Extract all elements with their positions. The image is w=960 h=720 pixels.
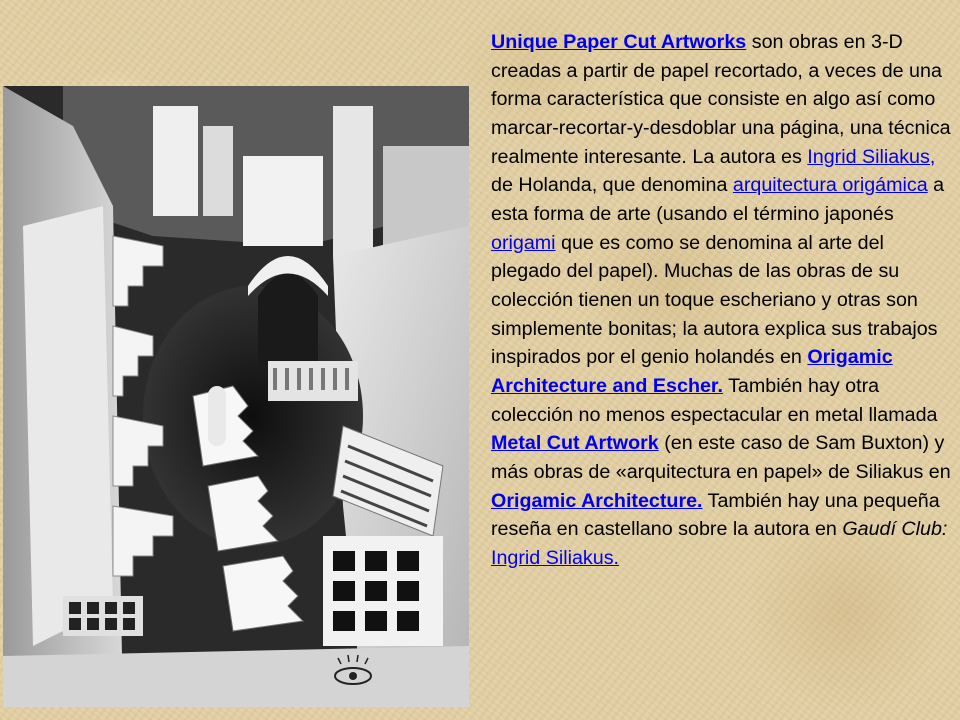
link-origamic-architecture-and-escher[interactable]: Origamic Architecture and Escher.	[491, 346, 893, 397]
article-text-segment: son obras en 3-D creadas a partir de papel recortado, a veces de una forma característica que consiste en algo así como marcar-recortar-y-desdoblar una página, una técnica realmente interesante. La autora es	[491, 31, 951, 168]
article-text-segment: de Holanda, que denomina	[491, 174, 733, 197]
link-ingrid-siliakus-gaudi[interactable]: Ingrid Siliakus.	[491, 546, 620, 569]
link-origami[interactable]: origami	[491, 231, 556, 254]
article-text-segment: También hay una pequeña reseña en castellano sobre la autora en	[491, 489, 940, 541]
artwork-photo	[3, 86, 469, 707]
article-text-segment: (en este caso de Sam Buxton) y más obras de «arquitectura en papel» de Siliakus en	[491, 432, 951, 483]
gaudi-club-label: Gaudí Club:	[842, 518, 948, 541]
link-arquitectura-origamica[interactable]: arquitectura origámica	[732, 174, 928, 197]
link-unique-paper-cut-artworks[interactable]: Unique Paper Cut Artworks	[491, 31, 747, 53]
article-text	[491, 28, 959, 572]
article-text-segment: También hay otra colección no menos espectacular en metal llamada	[491, 374, 938, 426]
article-text-segment: que es como se denomina al arte del plegado del papel). Muchas de las obras de su colección tienen un toque escheriano y otras son simplemente bonitas; la autora explica sus trabajos inspirados por el genio holandés en	[491, 231, 938, 369]
link-ingrid-siliakus[interactable]: Ingrid Siliakus,	[807, 145, 936, 168]
link-origamic-architecture[interactable]: Origamic Architecture.	[491, 489, 703, 512]
link-metal-cut-artwork[interactable]: Metal Cut Artwork	[491, 432, 659, 455]
article-text-segment: a esta forma de arte (usando el término japonés	[491, 174, 945, 225]
artwork-illustration	[3, 86, 469, 707]
